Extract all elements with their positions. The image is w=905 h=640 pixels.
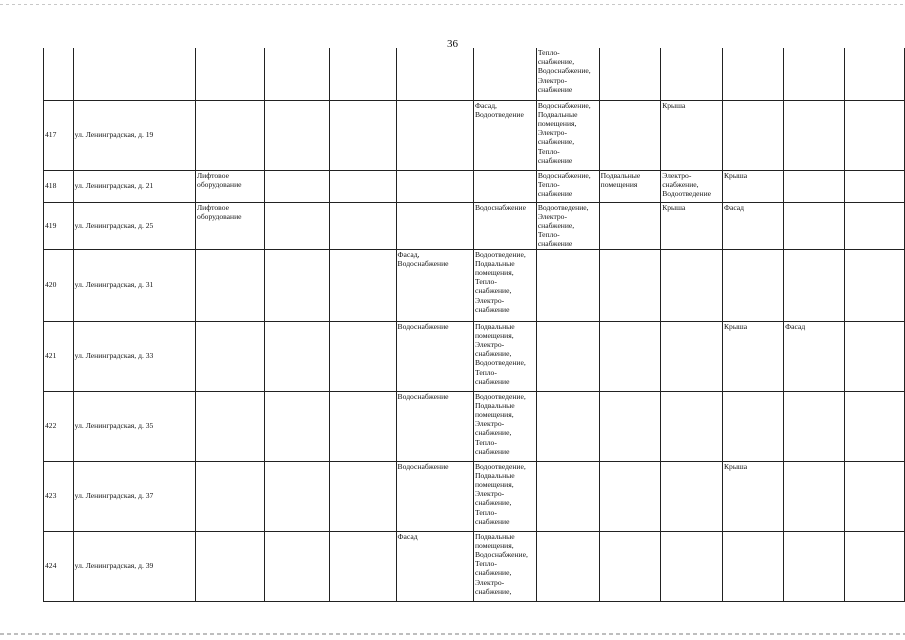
- work-type-cell: [784, 202, 845, 249]
- work-type-cell: [196, 461, 265, 531]
- work-type-cell: [845, 202, 905, 249]
- row-number-cell: [44, 100, 74, 170]
- work-type-cell: [536, 531, 599, 601]
- work-type-text: Фасад, Водоотведение: [474, 100, 524, 119]
- work-type-cell: [599, 391, 661, 461]
- work-type-cell: [396, 391, 473, 461]
- work-type-cell: [845, 48, 905, 100]
- scan-edge-bottom: [0, 633, 905, 635]
- address-cell: [73, 461, 195, 531]
- work-type-cell: [196, 321, 265, 391]
- work-type-cell: [196, 48, 265, 100]
- work-type-cell: [330, 249, 397, 321]
- table-row: [44, 170, 905, 202]
- work-type-cell: [196, 202, 265, 249]
- work-type-cell: [722, 391, 783, 461]
- table-row: [44, 202, 905, 249]
- work-type-cell: [661, 391, 723, 461]
- row-number: 418: [45, 181, 57, 191]
- work-type-cell: [722, 531, 783, 601]
- work-type-cell: [784, 249, 845, 321]
- work-type-cell: [396, 202, 473, 249]
- work-type-cell: [264, 202, 330, 249]
- address-cell: [73, 100, 195, 170]
- work-type-cell: [661, 321, 723, 391]
- table-row: [44, 321, 905, 391]
- row-number-cell: [44, 48, 74, 100]
- row-number-cell: [44, 321, 74, 391]
- table-row: [44, 531, 905, 601]
- work-type-cell: [722, 100, 783, 170]
- work-type-cell: [784, 100, 845, 170]
- address-text: ул. Ленинградская, д. 21: [74, 181, 154, 191]
- work-type-text: Фасад: [723, 202, 745, 212]
- address-text: ул. Ленинградская, д. 25: [74, 220, 154, 230]
- work-type-cell: [722, 249, 783, 321]
- work-type-cell: [330, 461, 397, 531]
- work-type-cell: [473, 249, 536, 321]
- work-type-cell: [396, 170, 473, 202]
- work-type-cell: [473, 202, 536, 249]
- address-cell: [73, 321, 195, 391]
- work-type-cell: [536, 48, 599, 100]
- work-type-cell: [330, 391, 397, 461]
- work-type-cell: [661, 461, 723, 531]
- work-type-cell: [536, 391, 599, 461]
- row-number: 417: [45, 130, 57, 140]
- work-type-cell: [599, 321, 661, 391]
- work-type-text: Водоснабжение: [474, 202, 526, 212]
- work-type-text: Фасад, Водоснабжение: [397, 249, 449, 268]
- work-type-cell: [264, 391, 330, 461]
- address-text: ул. Ленинградская, д. 19: [74, 130, 154, 140]
- work-type-cell: [536, 249, 599, 321]
- work-type-cell: [396, 461, 473, 531]
- work-type-cell: [599, 170, 661, 202]
- work-type-text: Водоснабжение, Подвальные помещения, Электро- снабжение, Тепло- снабжение: [537, 100, 591, 165]
- work-type-text: Крыша: [662, 202, 686, 212]
- work-type-cell: [473, 391, 536, 461]
- work-type-cell: [661, 202, 723, 249]
- work-type-cell: [396, 100, 473, 170]
- work-type-text: Крыша: [723, 321, 748, 331]
- work-type-cell: [599, 202, 661, 249]
- work-type-cell: [845, 531, 905, 601]
- work-type-text: Подвальные помещения, Электро- снабжение, Водоотведение, Тепло- снабжение: [474, 321, 526, 386]
- row-number-cell: [44, 461, 74, 531]
- work-type-cell: [330, 48, 397, 100]
- work-type-cell: [264, 321, 330, 391]
- work-type-cell: [661, 48, 723, 100]
- address-text: ул. Ленинградская, д. 31: [74, 280, 154, 290]
- work-type-text: Подвальные помещения, Водоснабжение, Тепло- снабжение, Электро- снабжение,: [474, 531, 528, 596]
- work-type-cell: [784, 461, 845, 531]
- work-type-cell: [473, 321, 536, 391]
- work-type-cell: [330, 531, 397, 601]
- table-row: [44, 249, 905, 321]
- work-type-cell: [196, 391, 265, 461]
- work-type-cell: [264, 461, 330, 531]
- row-number-cell: [44, 531, 74, 601]
- work-type-cell: [396, 48, 473, 100]
- work-type-text: Водоснабжение: [397, 321, 449, 331]
- work-type-cell: [264, 48, 330, 100]
- table-row: [44, 100, 905, 170]
- work-type-cell: [845, 391, 905, 461]
- work-type-cell: [396, 531, 473, 601]
- work-type-cell: [784, 531, 845, 601]
- work-type-cell: [196, 249, 265, 321]
- work-type-text: Тепло- снабжение, Водоснабжение, Электро- снабжение: [537, 48, 591, 94]
- address-cell: [73, 170, 195, 202]
- row-number-cell: [44, 391, 74, 461]
- work-type-cell: [196, 170, 265, 202]
- work-type-cell: [473, 531, 536, 601]
- work-type-cell: [473, 170, 536, 202]
- work-type-cell: [536, 202, 599, 249]
- work-type-text: Водоснабжение: [397, 461, 449, 471]
- work-type-cell: [264, 100, 330, 170]
- work-type-cell: [196, 100, 265, 170]
- work-type-cell: [599, 100, 661, 170]
- work-type-text: Водоснабжение, Тепло- снабжение: [537, 170, 591, 198]
- work-type-cell: [599, 461, 661, 531]
- row-number: 421: [45, 351, 57, 361]
- work-type-cell: [784, 48, 845, 100]
- work-type-cell: [661, 100, 723, 170]
- work-type-text: Фасад: [397, 531, 418, 541]
- work-type-cell: [661, 531, 723, 601]
- work-type-cell: [536, 100, 599, 170]
- row-number-cell: [44, 202, 74, 249]
- work-type-cell: [661, 170, 723, 202]
- work-type-text: Водоотведение, Подвальные помещения, Электро- снабжение, Тепло- снабжение: [474, 391, 526, 456]
- address-text: ул. Ленинградская, д. 37: [74, 491, 154, 501]
- work-type-cell: [599, 249, 661, 321]
- work-type-cell: [196, 531, 265, 601]
- row-number: 420: [45, 280, 57, 290]
- work-type-cell: [845, 461, 905, 531]
- work-type-cell: [845, 249, 905, 321]
- work-type-cell: [599, 48, 661, 100]
- row-number-cell: [44, 249, 74, 321]
- row-number: 422: [45, 421, 57, 431]
- page-number: 36: [447, 38, 458, 50]
- work-type-cell: [264, 531, 330, 601]
- work-type-text: Крыша: [723, 170, 748, 180]
- work-type-cell: [661, 249, 723, 321]
- work-type-cell: [536, 170, 599, 202]
- work-type-cell: [845, 170, 905, 202]
- work-type-cell: [722, 170, 783, 202]
- work-type-cell: [722, 202, 783, 249]
- address-cell: [73, 202, 195, 249]
- work-type-text: Фасад: [785, 321, 806, 331]
- work-type-cell: [599, 531, 661, 601]
- row-number-cell: [44, 170, 74, 202]
- table-row: [44, 461, 905, 531]
- work-type-cell: [330, 321, 397, 391]
- address-cell: [73, 391, 195, 461]
- work-type-cell: [473, 461, 536, 531]
- work-type-text: Водоснабжение: [397, 391, 449, 401]
- work-type-cell: [536, 461, 599, 531]
- work-type-cell: [473, 100, 536, 170]
- address-cell: [73, 249, 195, 321]
- work-type-cell: [784, 321, 845, 391]
- work-type-cell: [784, 170, 845, 202]
- work-type-cell: [722, 48, 783, 100]
- work-type-text: Крыша: [723, 461, 748, 471]
- work-type-cell: [330, 170, 397, 202]
- work-type-cell: [784, 391, 845, 461]
- work-type-text: Лифтовое оборудование: [197, 170, 242, 189]
- work-type-cell: [330, 202, 397, 249]
- work-type-text: Подвальные помещения: [600, 170, 641, 189]
- address-cell: [73, 531, 195, 601]
- repair-schedule-table: [43, 48, 905, 602]
- work-type-cell: [264, 170, 330, 202]
- address-text: ул. Ленинградская, д. 39: [74, 561, 154, 571]
- address-text: ул. Ленинградская, д. 33: [74, 351, 154, 361]
- work-type-cell: [264, 249, 330, 321]
- work-type-text: Лифтовое оборудование: [197, 202, 242, 221]
- work-type-cell: [845, 321, 905, 391]
- row-number: 424: [45, 561, 57, 571]
- work-type-cell: [473, 48, 536, 100]
- work-type-cell: [396, 249, 473, 321]
- work-type-text: Электро- снабжение, Водоотведение: [662, 170, 712, 198]
- work-type-cell: [536, 321, 599, 391]
- address-cell: [73, 48, 195, 100]
- address-text: ул. Ленинградская, д. 35: [74, 421, 154, 431]
- work-type-text: Водоотведение, Подвальные помещения, Электро- снабжение, Тепло- снабжение: [474, 461, 526, 526]
- table-row: [44, 391, 905, 461]
- work-type-cell: [722, 321, 783, 391]
- work-type-cell: [845, 100, 905, 170]
- work-type-text: Крыша: [662, 100, 686, 110]
- work-type-cell: [396, 321, 473, 391]
- work-type-cell: [722, 461, 783, 531]
- row-number: 419: [45, 220, 57, 230]
- work-type-cell: [330, 100, 397, 170]
- scan-edge-top: [0, 4, 905, 5]
- table-row: [44, 48, 905, 100]
- work-type-text: Водоотведение, Электро- снабжение, Тепло- снабжение: [537, 202, 589, 249]
- row-number: 423: [45, 491, 57, 501]
- work-type-text: Водоотведение, Подвальные помещения, Тепло- снабжение, Электро- снабжение: [474, 249, 526, 314]
